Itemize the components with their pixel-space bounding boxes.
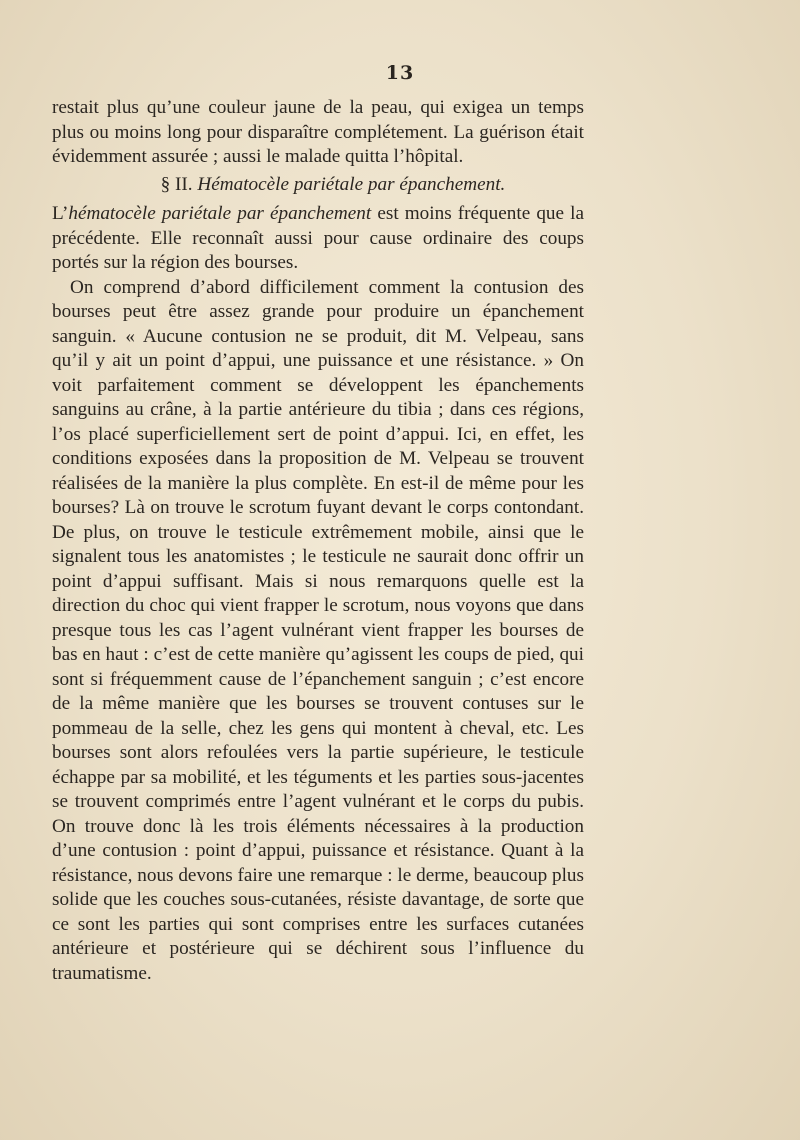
- section-heading: [52, 173, 584, 198]
- section-number: § II.: [160, 173, 193, 195]
- paragraph-main: On comprend d’abord difficilement comment la contusion des bourses peut être assez grande pour produire un épanchement sanguin. « Aucune contusion ne se produit, dit M. Velpeau, sans qu’il y ait un point d’appui, une puissance et une résistance. » On voit parfaitement comment se développent les épanchements sanguins au crâne, à la partie antérieure du tibia ; dans ces régions, l’os placé superficiellement sert de point d’appui. Ici, en effet, les conditions exposées dans la proposition de M. Velpeau se trouvent réalisées de la manière la plus complète. En est-il de même pour les bourses? Là on trouve le scrotum fuyant devant le corps contondant. De plus, on trouve le testicule extrêmement mobile, ainsi que le signalent tous les anatomistes ; le testicule ne saurait donc offrir un point d’appui suffisant. Mais si nous remarquons quelle est la direction du choc qui vient frapper le scrotum, nous voyons que dans presque tous les cas l’agent vulnérant vient frapper les bourses de bas en haut : c’est de cette manière qu’agissent les coups de pied, qui sont si fréquemment cause de l’épanchement sanguin ; c’est encore de la même manière que les bourses se trouvent contuses sur le pommeau de la selle, chez les gens qui montent à cheval, etc. Les bourses sont alors refoulées vers la partie supérieure, le testicule échappe par sa mobilité, et les téguments et les parties sous-jacentes se trouvent comprimés entre l’agent vulnérant et le corps du pubis. On trouve donc là les trois éléments nécessaires à la production d’une contusion : point d’appui, puissance et résistance. Quant à la résistance, nous devons faire une remarque : le derme, beaucoup plus solide que les couches sous-cutanées, résiste davantage, de sorte que ce sont les parties qui sont comprises entre les surfaces cutanées antérieure et postérieure qui se déchirent sous l’influence du traumatisme.: [52, 276, 584, 984]
- section-title: Hématocèle pariétale par épanchement.: [197, 173, 506, 195]
- paragraph-continued: restait plus qu’une couleur jaune de la peau, qui exigea un temps plus ou moins long pour disparaître complétement. La guérison était évidemment assurée ; aussi le malade quitta l’hôpital.: [52, 97, 584, 167]
- paragraph-intro-rest: est moins fréquente que la précédente. Elle reconnaît aussi pour cause ordinaire des coups portés sur la région des bourses.: [52, 203, 585, 273]
- page-number: 13: [385, 62, 415, 84]
- body-text: [52, 96, 584, 986]
- paragraph-article: L’: [52, 203, 69, 224]
- italic-term: hématocèle pariétale par épanchement: [68, 203, 372, 224]
- paragraph-intro: [52, 202, 584, 276]
